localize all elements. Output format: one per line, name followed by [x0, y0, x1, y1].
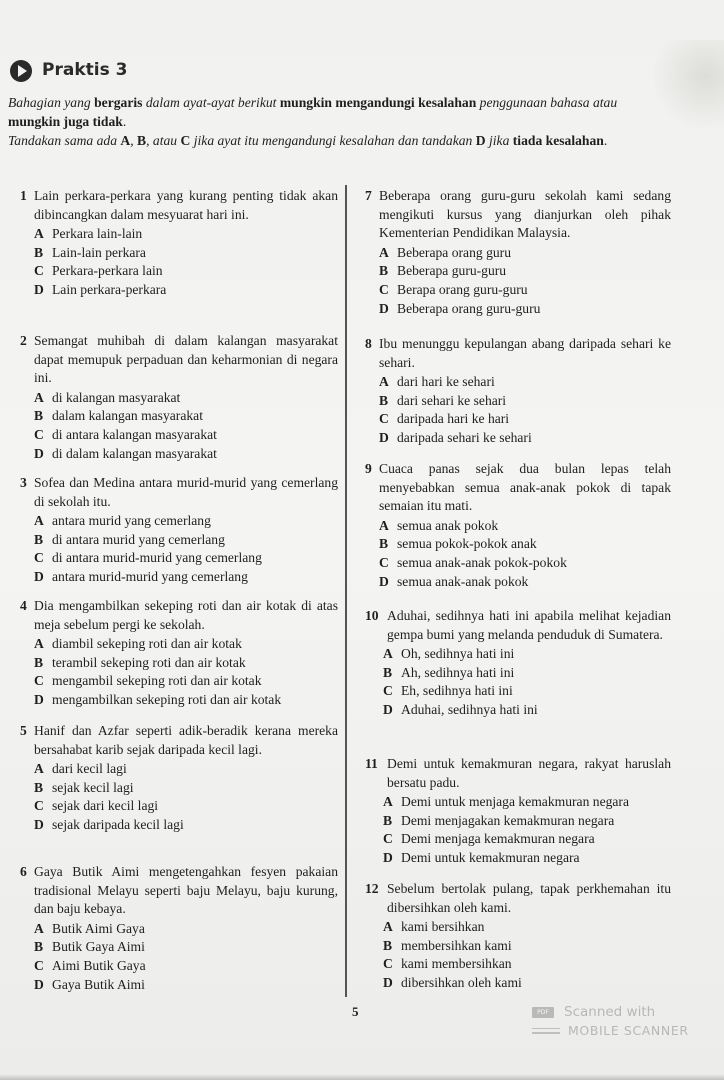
option-letter: D	[379, 429, 389, 445]
question-number: 6	[20, 864, 27, 879]
answer-options	[365, 373, 671, 447]
option-letter: C	[379, 281, 389, 297]
question-number: 7	[365, 188, 372, 203]
option-text: Eh, sedihnya hati ini	[401, 683, 513, 699]
option-text: semua anak-anak pokok-pokok	[397, 554, 567, 570]
play-arrow-icon	[8, 59, 36, 81]
answer-option-c	[20, 549, 338, 568]
option-letter: C	[34, 957, 44, 973]
instruction-run: Bahagian yang	[8, 95, 95, 110]
answer-options	[20, 225, 338, 299]
question-9	[365, 460, 671, 591]
option-letter: C	[34, 673, 44, 689]
option-text: semua anak-anak pokok	[397, 573, 529, 589]
option-text: Beberapa orang guru	[397, 244, 511, 260]
answer-option-d	[20, 976, 338, 995]
answer-option-a	[20, 225, 338, 244]
option-text: daripada sehari ke sehari	[397, 429, 532, 445]
question-stem	[365, 607, 671, 644]
option-letter: D	[383, 974, 393, 990]
instruction-run: jika ayat itu mengandungi kesalahan dan tandakan	[190, 133, 476, 148]
question-stem	[365, 187, 671, 243]
option-letter: C	[379, 554, 389, 570]
option-letter: B	[383, 937, 393, 953]
option-text: Butik Aimi Gaya	[52, 920, 145, 936]
question-stem	[20, 597, 338, 634]
option-text: di antara kalangan masyarakat	[52, 426, 217, 442]
answer-option-a	[365, 645, 671, 664]
answer-option-c	[20, 797, 338, 816]
question-text: Demi untuk kemakmuran negara, rakyat haruslah bersatu padu.	[387, 756, 671, 790]
scanner-lines-icon	[532, 1025, 560, 1037]
option-letter: A	[34, 226, 44, 242]
page-number: 5	[352, 1004, 359, 1019]
watermark-line-1: Scanned with	[564, 1004, 656, 1020]
answer-option-c	[365, 410, 671, 429]
option-text: mengambil sekeping roti dan air kotak	[52, 673, 262, 689]
instruction-run: A	[120, 133, 131, 148]
answer-option-b	[365, 664, 671, 683]
question-stem	[365, 335, 671, 372]
column-divider	[345, 185, 347, 997]
option-text: antara murid yang cemerlang	[52, 513, 211, 529]
option-letter: D	[383, 849, 393, 865]
option-text: Gaya Butik Aimi	[52, 976, 145, 992]
question-number: 9	[365, 461, 372, 476]
question-number: 4	[20, 598, 27, 613]
answer-option-c	[365, 682, 671, 701]
option-text: Aduhai, sedihnya hati ini	[401, 701, 538, 717]
option-text: dalam kalangan masyarakat	[52, 408, 203, 424]
question-stem	[365, 755, 671, 792]
option-text: Beberapa orang guru-guru	[397, 300, 541, 316]
question-text: Cuaca panas sejak dua bulan lepas telah menyebabkan semua anak-anak pokok di tapak semaian itu mati.	[379, 461, 671, 514]
instruction-run: Tandakan sama ada	[8, 133, 121, 148]
answer-option-b	[365, 262, 671, 281]
answer-option-a	[365, 918, 671, 937]
option-text: sejak daripada kecil lagi	[52, 816, 184, 832]
instruction-run: C	[180, 133, 191, 148]
answer-option-c	[365, 830, 671, 849]
option-text: mengambilkan sekeping roti dan air kotak	[52, 691, 282, 707]
answer-option-c	[20, 426, 338, 445]
answer-option-a	[20, 920, 338, 939]
option-text: membersihkan kami	[401, 937, 512, 953]
option-letter: D	[34, 816, 44, 832]
question-2	[20, 332, 338, 463]
answer-option-a	[20, 635, 338, 654]
question-text: Semangat muhibah di dalam kalangan masyarakat dapat memupuk perpaduan dan keharmonian di negara ini.	[34, 333, 338, 386]
option-text: Lain-lain perkara	[52, 244, 146, 260]
instruction-run: bergaris	[94, 95, 143, 110]
option-text: kami membersihkan	[401, 956, 512, 972]
answer-options	[20, 512, 338, 586]
question-stem	[20, 722, 338, 759]
option-letter: D	[379, 573, 389, 589]
instruction-paragraph-2	[8, 131, 664, 150]
question-number: 10	[365, 608, 379, 623]
answer-options	[20, 389, 338, 463]
option-text: dari kecil lagi	[52, 761, 127, 777]
option-letter: D	[34, 976, 44, 992]
answer-option-d	[365, 429, 671, 448]
option-text: Perkara lain-lain	[52, 226, 143, 242]
option-text: terambil sekeping roti dan air kotak	[52, 654, 246, 670]
option-letter: C	[34, 263, 44, 279]
instruction-run: atau	[152, 133, 178, 148]
option-letter: C	[34, 426, 44, 442]
question-stem	[20, 863, 338, 919]
question-number: 8	[365, 336, 372, 351]
watermark-line-2: MOBILE SCANNER	[568, 1023, 689, 1038]
option-text: Oh, sedihnya hati ini	[401, 646, 515, 662]
question-11	[365, 755, 671, 868]
question-stem	[20, 187, 338, 224]
answer-options	[365, 645, 671, 719]
option-text: Butik Gaya Aimi	[52, 939, 145, 955]
option-letter: C	[34, 798, 44, 814]
answer-option-d	[20, 568, 338, 587]
answer-option-b	[20, 531, 338, 550]
answer-option-c	[20, 672, 338, 691]
answer-option-a	[20, 389, 338, 408]
scanner-watermark	[532, 1004, 689, 1038]
option-text: semua pokok-pokok anak	[397, 536, 537, 552]
question-text: Hanif dan Azfar seperti adik-beradik kerana mereka bersahabat karib sejak daripada kecil lagi.	[34, 723, 338, 757]
question-text: Sofea dan Medina antara murid-murid yang cemerlang di sekolah itu.	[34, 475, 338, 509]
answer-option-d	[20, 281, 338, 300]
answer-option-b	[365, 392, 671, 411]
instruction-run: tiada kesalahan	[512, 133, 604, 148]
answer-option-d	[365, 849, 671, 868]
option-text: kami bersihkan	[401, 919, 485, 935]
page-bottom-edge	[0, 1074, 724, 1080]
answer-option-a	[20, 512, 338, 531]
option-letter: B	[34, 531, 44, 547]
answer-options	[20, 760, 338, 834]
option-text: Lain perkara-perkara	[52, 281, 167, 297]
option-letter: D	[34, 281, 44, 297]
option-text: di dalam kalangan masyarakat	[52, 445, 217, 461]
answer-option-a	[20, 760, 338, 779]
option-text: diambil sekeping roti dan air kotak	[52, 636, 242, 652]
answer-option-b	[365, 812, 671, 831]
option-text: di antara murid-murid yang cemerlang	[52, 550, 262, 566]
answer-options	[365, 793, 671, 867]
option-letter: A	[383, 919, 393, 935]
question-text: Gaya Butik Aimi mengetengahkan fesyen pakaian tradisional Melayu seperti baju Melayu, baju kurung, dan baju kebaya.	[34, 864, 338, 917]
answer-option-c	[20, 957, 338, 976]
answer-option-b	[20, 654, 338, 673]
answer-option-a	[365, 244, 671, 263]
answer-option-b	[20, 938, 338, 957]
answer-option-d	[20, 445, 338, 464]
option-letter: B	[34, 779, 44, 795]
instruction-run: mungkin mengandungi kesalahan	[279, 95, 477, 110]
option-letter: A	[383, 794, 393, 810]
option-text: Demi menjagakan kemakmuran negara	[401, 812, 615, 828]
answer-option-d	[365, 974, 671, 993]
option-letter: B	[34, 939, 44, 955]
option-letter: D	[34, 445, 44, 461]
option-text: semua anak pokok	[397, 517, 499, 533]
option-text: dari sehari ke sehari	[397, 392, 507, 408]
instruction-run: atau	[592, 95, 618, 110]
option-letter: B	[34, 244, 44, 260]
instruction-run: jika	[485, 133, 513, 148]
option-text: sejak dari kecil lagi	[52, 798, 159, 814]
instruction-run: B	[137, 133, 147, 148]
question-3	[20, 474, 338, 587]
answer-option-b	[20, 779, 338, 798]
answer-options	[20, 920, 338, 994]
option-letter: A	[34, 513, 44, 529]
answer-option-a	[365, 373, 671, 392]
option-letter: B	[34, 408, 44, 424]
option-text: dari hari ke sehari	[397, 374, 495, 390]
instruction-run: dalam ayat-ayat berikut	[142, 95, 280, 110]
option-letter: D	[379, 300, 389, 316]
question-stem	[365, 460, 671, 516]
option-letter: A	[34, 761, 44, 777]
answer-option-b	[365, 535, 671, 554]
option-letter: D	[34, 691, 44, 707]
option-letter: B	[383, 812, 393, 828]
answer-option-c	[365, 554, 671, 573]
question-number: 11	[365, 756, 378, 771]
instruction-run: .	[603, 133, 608, 148]
pdf-logo-icon: PDF	[532, 1007, 554, 1018]
option-letter: B	[34, 654, 44, 670]
option-letter: A	[383, 646, 393, 662]
question-4	[20, 597, 338, 710]
answer-option-c	[365, 955, 671, 974]
answer-option-d	[20, 816, 338, 835]
option-letter: B	[383, 664, 393, 680]
option-letter: B	[379, 536, 389, 552]
answer-option-b	[20, 407, 338, 426]
question-stem	[365, 880, 671, 917]
option-letter: C	[383, 831, 393, 847]
option-letter: A	[379, 374, 389, 390]
option-letter: A	[34, 636, 44, 652]
option-letter: B	[379, 263, 389, 279]
option-letter: D	[34, 568, 44, 584]
option-text: Aimi Butik Gaya	[52, 957, 146, 973]
option-letter: C	[379, 411, 389, 427]
instruction-run: ,	[130, 133, 138, 148]
question-7	[365, 187, 671, 318]
option-text: sejak kecil lagi	[52, 779, 134, 795]
question-text: Lain perkara-perkara yang kurang penting tidak akan dibincangkan dalam mesyuarat hari ini.	[34, 188, 338, 222]
answer-option-d	[365, 300, 671, 319]
question-text: Sebelum bertolak pulang, tapak perkhemahan itu dibersihkan oleh kami.	[387, 881, 671, 915]
question-stem	[20, 332, 338, 388]
answer-option-a	[365, 793, 671, 812]
option-letter: C	[34, 550, 44, 566]
section-header	[8, 57, 127, 83]
instruction-run: D	[475, 133, 486, 148]
question-number: 12	[365, 881, 379, 896]
option-letter: A	[379, 517, 389, 533]
answer-options	[365, 517, 671, 591]
option-text: di antara murid yang cemerlang	[52, 531, 225, 547]
option-letter: B	[379, 392, 389, 408]
question-number: 3	[20, 475, 27, 490]
question-number: 1	[20, 188, 27, 203]
question-1	[20, 187, 338, 300]
option-text: Demi untuk menjaga kemakmuran negara	[401, 794, 629, 810]
question-5	[20, 722, 338, 835]
instruction-run: mungkin juga tidak	[8, 114, 123, 129]
answer-options	[365, 244, 671, 318]
question-8	[365, 335, 671, 448]
question-number: 2	[20, 333, 27, 348]
question-number: 5	[20, 723, 27, 738]
option-text: Demi untuk kemakmuran negara	[401, 849, 580, 865]
answer-options	[20, 635, 338, 709]
instruction-run: .	[122, 114, 127, 129]
option-letter: A	[34, 920, 44, 936]
option-letter: A	[34, 389, 44, 405]
option-text: antara murid-murid yang cemerlang	[52, 568, 248, 584]
answer-option-d	[365, 573, 671, 592]
answer-option-b	[365, 937, 671, 956]
option-text: Berapa orang guru-guru	[397, 281, 528, 297]
option-letter: A	[379, 244, 389, 260]
option-text: daripada hari ke hari	[397, 411, 510, 427]
answer-option-b	[20, 244, 338, 263]
question-text: Dia mengambilkan sekeping roti dan air kotak di atas meja sebelum pergi ke sekolah.	[34, 598, 338, 632]
option-letter: D	[383, 701, 393, 717]
answer-option-d	[20, 691, 338, 710]
answer-option-c	[365, 281, 671, 300]
option-text: Perkara-perkara lain	[52, 263, 163, 279]
option-letter: C	[383, 683, 393, 699]
option-text: dibersihkan oleh kami	[401, 974, 522, 990]
question-text: Ibu menunggu kepulangan abang daripada sehari ke sehari.	[379, 336, 671, 370]
answer-options	[365, 918, 671, 992]
question-12	[365, 880, 671, 993]
question-text: Aduhai, sedihnya hati ini apabila melihat kejadian gempa bumi yang melanda penduduk di Sumatera.	[387, 608, 671, 642]
answer-option-d	[365, 701, 671, 720]
instruction-run: ,	[146, 133, 153, 148]
instruction-paragraph-1	[8, 93, 664, 131]
answer-option-a	[365, 517, 671, 536]
option-text: Ah, sedihnya hati ini	[401, 664, 515, 680]
answer-option-c	[20, 262, 338, 281]
option-text: Demi menjaga kemakmuran negara	[401, 831, 595, 847]
question-6	[20, 863, 338, 994]
question-10	[365, 607, 671, 720]
option-text: di kalangan masyarakat	[52, 389, 181, 405]
option-text: Beberapa guru-guru	[397, 263, 507, 279]
instruction-run: penggunaan bahasa	[476, 95, 593, 110]
section-title: Praktis 3	[42, 60, 128, 80]
question-text: Beberapa orang guru-guru sekolah kami sedang mengikuti kursus yang dianjurkan oleh pihak Kementerian Pendidikan Malaysia.	[379, 188, 671, 241]
question-stem	[20, 474, 338, 511]
option-letter: C	[383, 956, 393, 972]
